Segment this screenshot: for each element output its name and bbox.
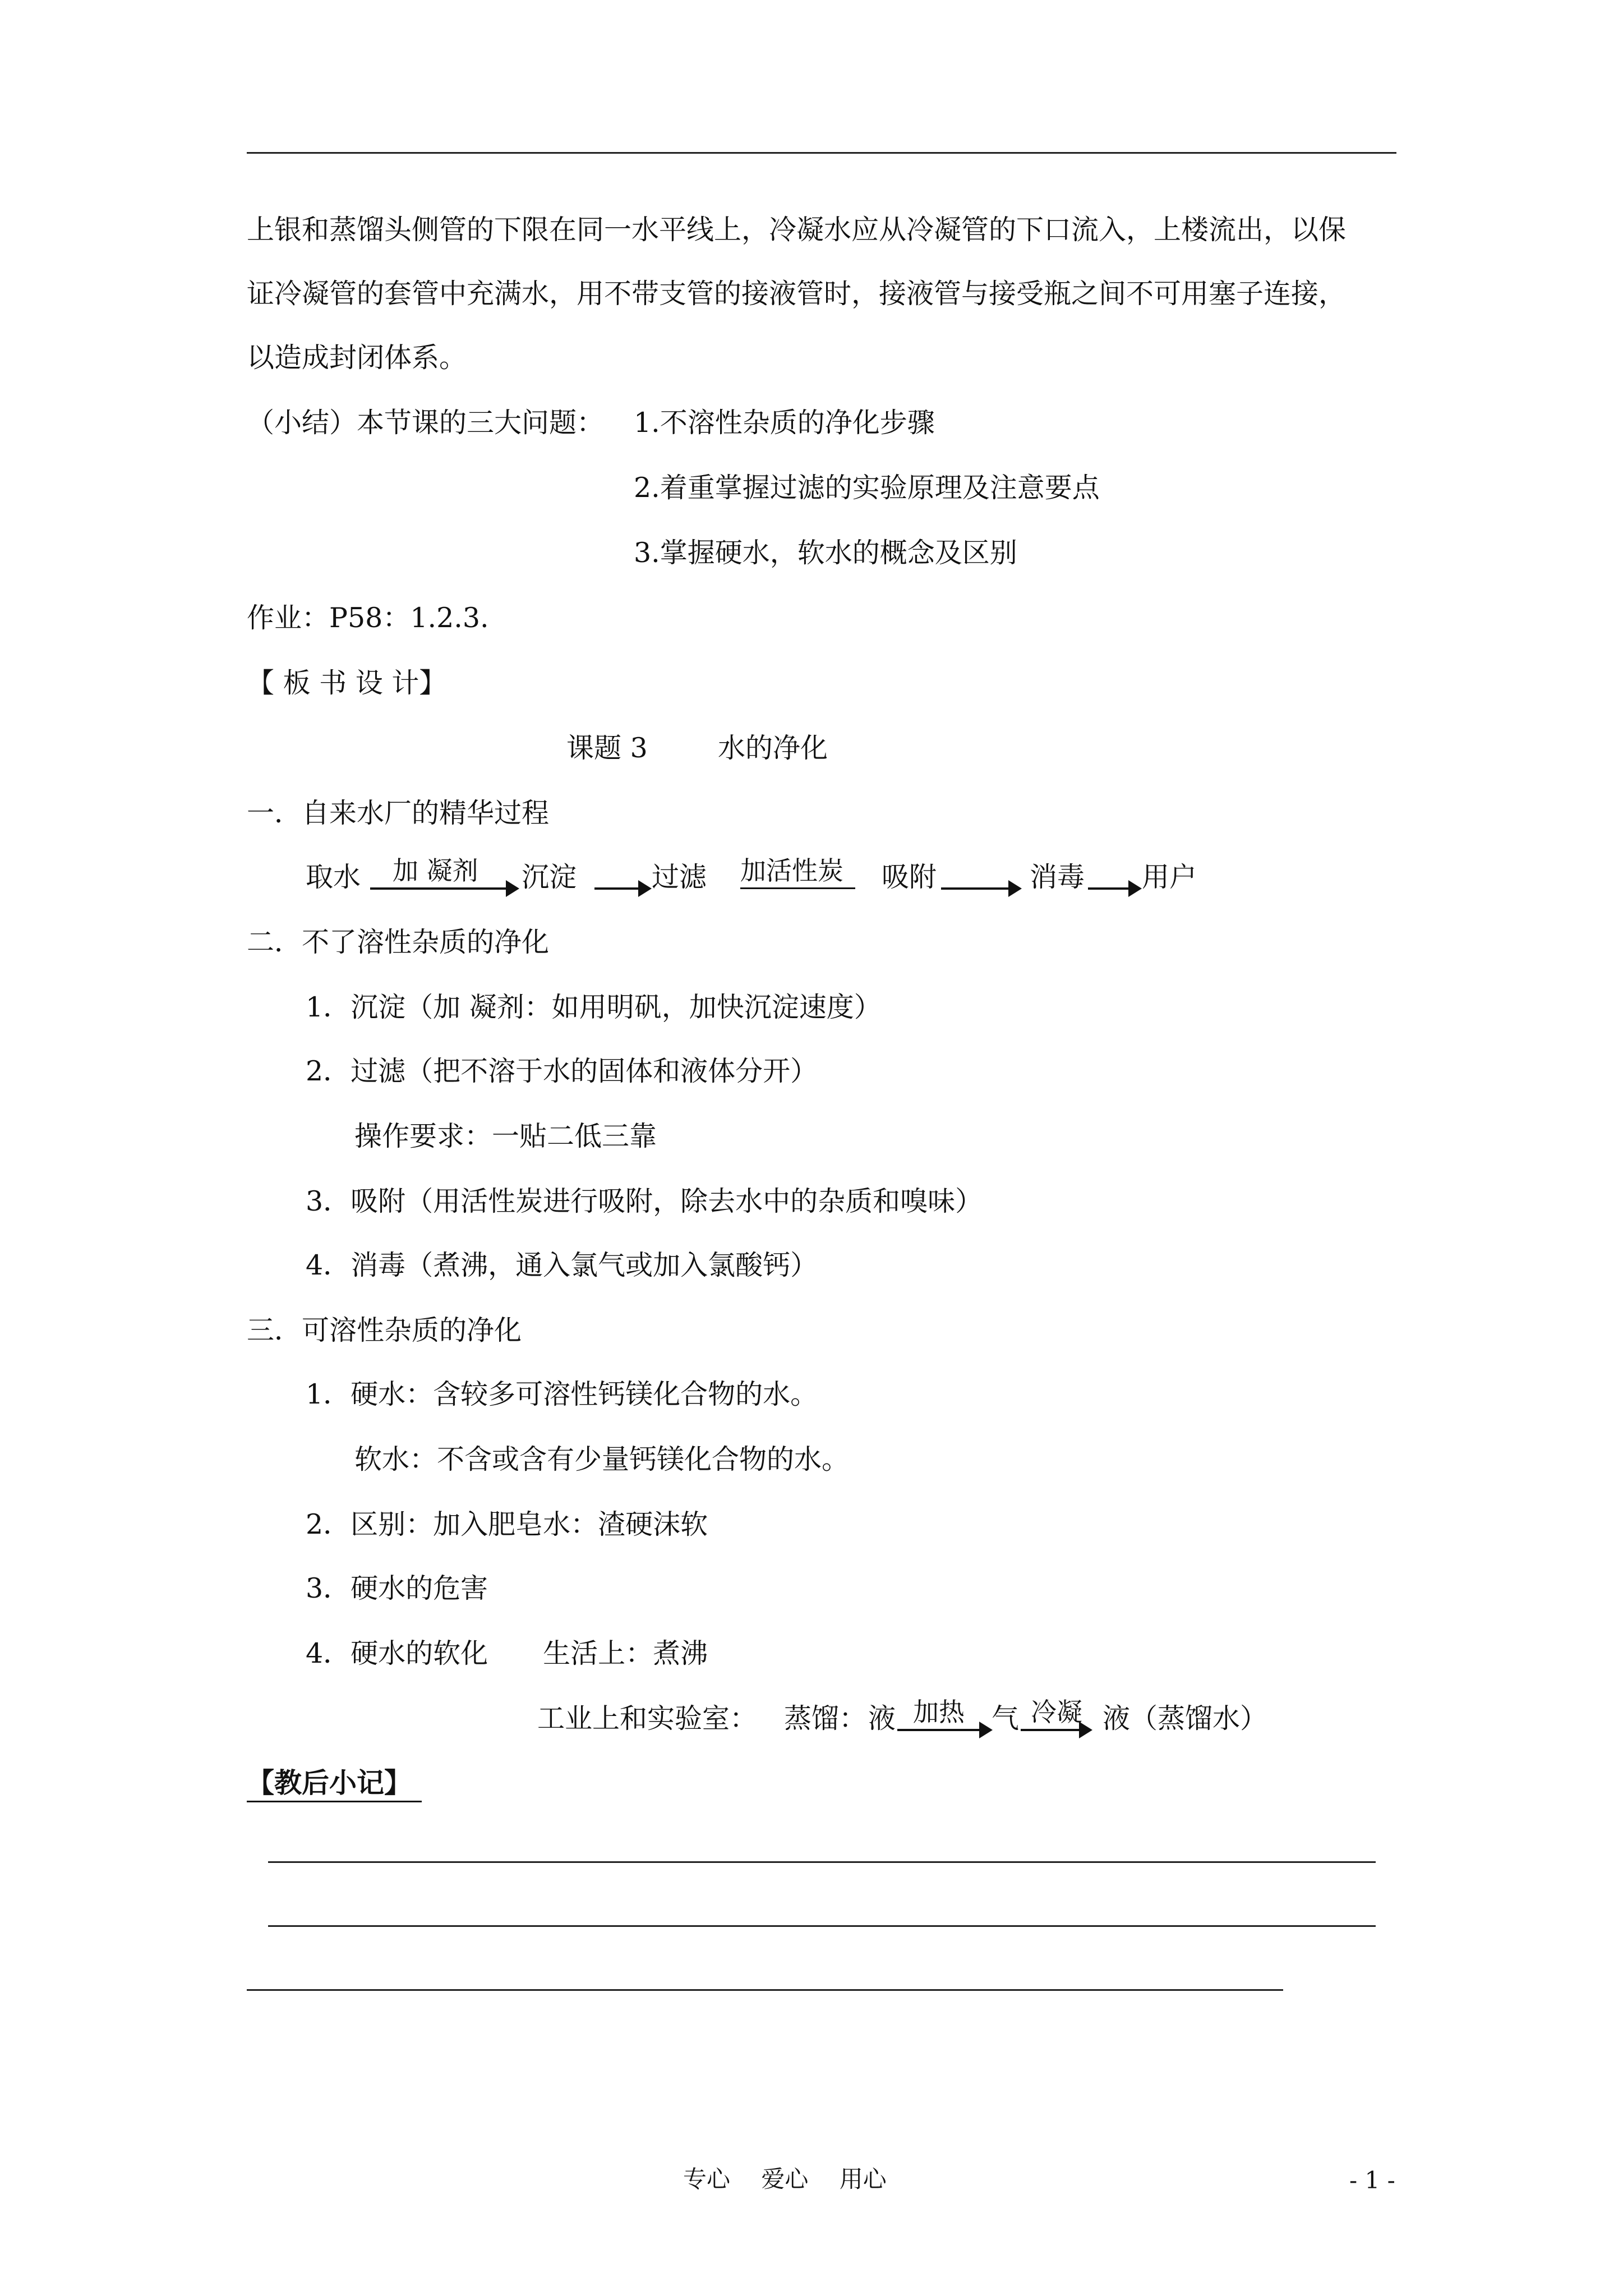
flow-step-filter: 过滤 <box>652 861 707 893</box>
summary-item-3: 3.掌握硬水，软水的概念及区别 <box>634 537 1017 569</box>
header-rule <box>247 152 1396 154</box>
distill-arrow-icon <box>1021 1729 1090 1731</box>
distill-label-condense: 冷凝 <box>1031 1697 1082 1727</box>
section-3-item: 软水：不含或含有少量钙镁化合物的水。 <box>354 1443 850 1475</box>
paragraph-line-3: 以造成封闭体系。 <box>247 342 467 374</box>
flow-arrow-icon <box>370 887 517 890</box>
lesson-number: 课题 3 <box>566 732 648 764</box>
homework: 作业：P58：1.2.3. <box>247 602 489 634</box>
distill-liquid: 液 <box>868 1703 896 1734</box>
notes-write-line <box>268 1925 1376 1927</box>
flow-label-coagulant: 加 凝剂 <box>393 855 478 886</box>
section-3-heading: 三．可溶性杂质的净化 <box>247 1314 522 1346</box>
notes-heading-underline <box>247 1801 422 1802</box>
page-number: - 1 - <box>1349 2166 1395 2194</box>
summary-label: （小结）本节课的三大问题： <box>247 407 605 439</box>
notes-write-line <box>268 1861 1376 1863</box>
section-1-heading: 一．自来水厂的精华过程 <box>247 797 550 829</box>
flow-step-disinfect: 消毒 <box>1030 861 1085 893</box>
summary-item-2: 2.着重掌握过滤的实验原理及注意要点 <box>634 472 1100 504</box>
flow-arrow-icon <box>941 887 1020 890</box>
section-3-item: 4．硬水的软化 生活上：煮沸 <box>306 1637 708 1669</box>
section-2-item: 操作要求：一贴二低三靠 <box>354 1120 657 1152</box>
section-3-item: 2．区别：加入肥皂水：渣硬沫软 <box>306 1508 708 1540</box>
notes-heading: 【教后小记】 <box>247 1766 412 1799</box>
notes-write-line <box>247 1989 1283 1991</box>
distill-label-heat: 加热 <box>913 1697 965 1727</box>
flow-arrow-icon <box>594 887 649 890</box>
section-2-item: 4．消毒（煮沸，通入氯气或加入氯酸钙） <box>306 1249 818 1281</box>
footer-motto: 专心 爱心 用心 <box>683 2165 887 2193</box>
section-2-item: 3．吸附（用活性炭进行吸附，除去水中的杂质和嗅味） <box>306 1185 983 1217</box>
section-2-item: 1．沉淀（加 凝剂：如用明矾，加快沉淀速度） <box>306 991 882 1023</box>
section-3-item: 3．硬水的危害 <box>306 1572 488 1604</box>
paragraph-line-1: 上银和蒸馏头侧管的下限在同一水平线上，冷凝水应从冷凝管的下口流入，上楼流出，以保 <box>247 214 1347 246</box>
section-2-heading: 二．不了溶性杂质的净化 <box>247 926 550 958</box>
distill-label: 蒸馏： <box>784 1703 867 1734</box>
flow-step-water-intake: 取水 <box>306 861 361 893</box>
paragraph-line-2: 证冷凝管的套管中充满水，用不带支管的接液管时，接液管与接受瓶之间不可用塞子连接， <box>247 278 1347 310</box>
board-heading: 【 板 书 设 计】 <box>247 667 447 699</box>
summary-item-1: 1.不溶性杂质的净化步骤 <box>634 407 935 439</box>
distill-distilled-water: 液（蒸馏水） <box>1103 1703 1268 1734</box>
distill-gas: 气 <box>992 1703 1020 1734</box>
lesson-title: 水的净化 <box>718 732 828 764</box>
flow-step-adsorb: 吸附 <box>882 861 937 893</box>
flow-label-activated-carbon: 加活性炭 <box>740 855 843 886</box>
section-3-item: 1．硬水：含较多可溶性钙镁化合物的水。 <box>306 1378 818 1410</box>
industry-label: 工业上和实验室： <box>537 1703 758 1734</box>
flow-step-user: 用户 <box>1142 861 1197 893</box>
distill-arrow-icon <box>897 1729 990 1731</box>
section-2-item: 2．过滤（把不溶于水的固体和液体分开） <box>306 1055 818 1087</box>
flow-step-sediment: 沉淀 <box>522 861 577 893</box>
flow-underline <box>740 887 855 889</box>
flow-arrow-icon <box>1088 887 1140 890</box>
